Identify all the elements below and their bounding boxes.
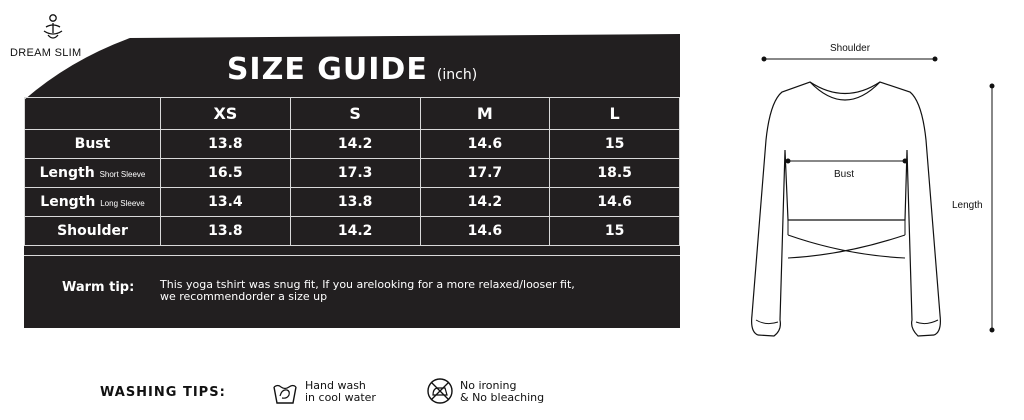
garment-diagram <box>690 30 1024 350</box>
column-header: M <box>420 98 550 130</box>
table-cell: 14.6 <box>420 217 550 246</box>
hand-wash-icon <box>270 376 300 406</box>
table-cell: 14.6 <box>550 188 680 217</box>
shoulder-label: Shoulder <box>830 43 871 54</box>
row-label: Length Short Sleeve <box>25 159 161 188</box>
warm-tip-line: we recommendorder a size up <box>160 290 328 303</box>
table-row <box>25 130 680 159</box>
row-label: Bust <box>25 130 161 159</box>
table-cell: 13.8 <box>290 188 420 217</box>
table-cell: 13.4 <box>161 188 291 217</box>
warm-tip-line: This yoga tshirt was snug fit, If you arelooking for a more relaxed/looser fit, <box>160 278 575 291</box>
title-main: SIZE GUIDE <box>226 52 428 87</box>
table-cell: 15 <box>550 217 680 246</box>
table-cell: 14.2 <box>420 188 550 217</box>
length-label: Length <box>952 200 983 211</box>
table-cell: 14.2 <box>290 217 420 246</box>
table-cell: 18.5 <box>550 159 680 188</box>
table-header-row <box>25 98 680 130</box>
tip-line: No ironing <box>460 379 517 392</box>
tip-line: Hand wash <box>305 379 366 392</box>
table-row <box>25 188 680 217</box>
table-cell: 13.8 <box>161 130 291 159</box>
table-cell: 16.5 <box>161 159 291 188</box>
bust-label: Bust <box>834 169 855 180</box>
column-header: S <box>290 98 420 130</box>
table-row <box>25 217 680 246</box>
table-cell: 14.2 <box>290 130 420 159</box>
page-title <box>0 52 704 87</box>
table-cell: 15 <box>550 130 680 159</box>
warm-tip-section <box>24 255 680 329</box>
brand-name: DREAM SLIM <box>10 47 82 59</box>
row-label: Shoulder <box>25 217 161 246</box>
no-ironing-text <box>460 380 544 404</box>
long-sleeve-crop-top-outline <box>690 30 1024 350</box>
tip-line: & No bleaching <box>460 391 545 404</box>
warm-tip-label: Warm tip: <box>62 280 135 295</box>
row-label: Length Long Sleeve <box>25 188 161 217</box>
table-cell: 17.3 <box>290 159 420 188</box>
title-unit: (inch) <box>436 67 478 83</box>
table-row <box>25 159 680 188</box>
tip-line: in cool water <box>305 391 376 404</box>
column-header: L <box>550 98 680 130</box>
washing-tips-label: WASHING TIPS: <box>100 385 226 400</box>
lotus-meditation-icon <box>40 13 66 43</box>
hand-wash-text <box>305 380 376 404</box>
table-cell: 13.8 <box>161 217 291 246</box>
no-iron-no-bleach-icon <box>425 376 455 406</box>
table-cell: 14.6 <box>420 130 550 159</box>
warm-tip-text <box>160 279 660 303</box>
column-header: XS <box>161 98 291 130</box>
size-table <box>24 97 680 246</box>
table-cell: 17.7 <box>420 159 550 188</box>
table-corner-cell <box>25 98 161 130</box>
